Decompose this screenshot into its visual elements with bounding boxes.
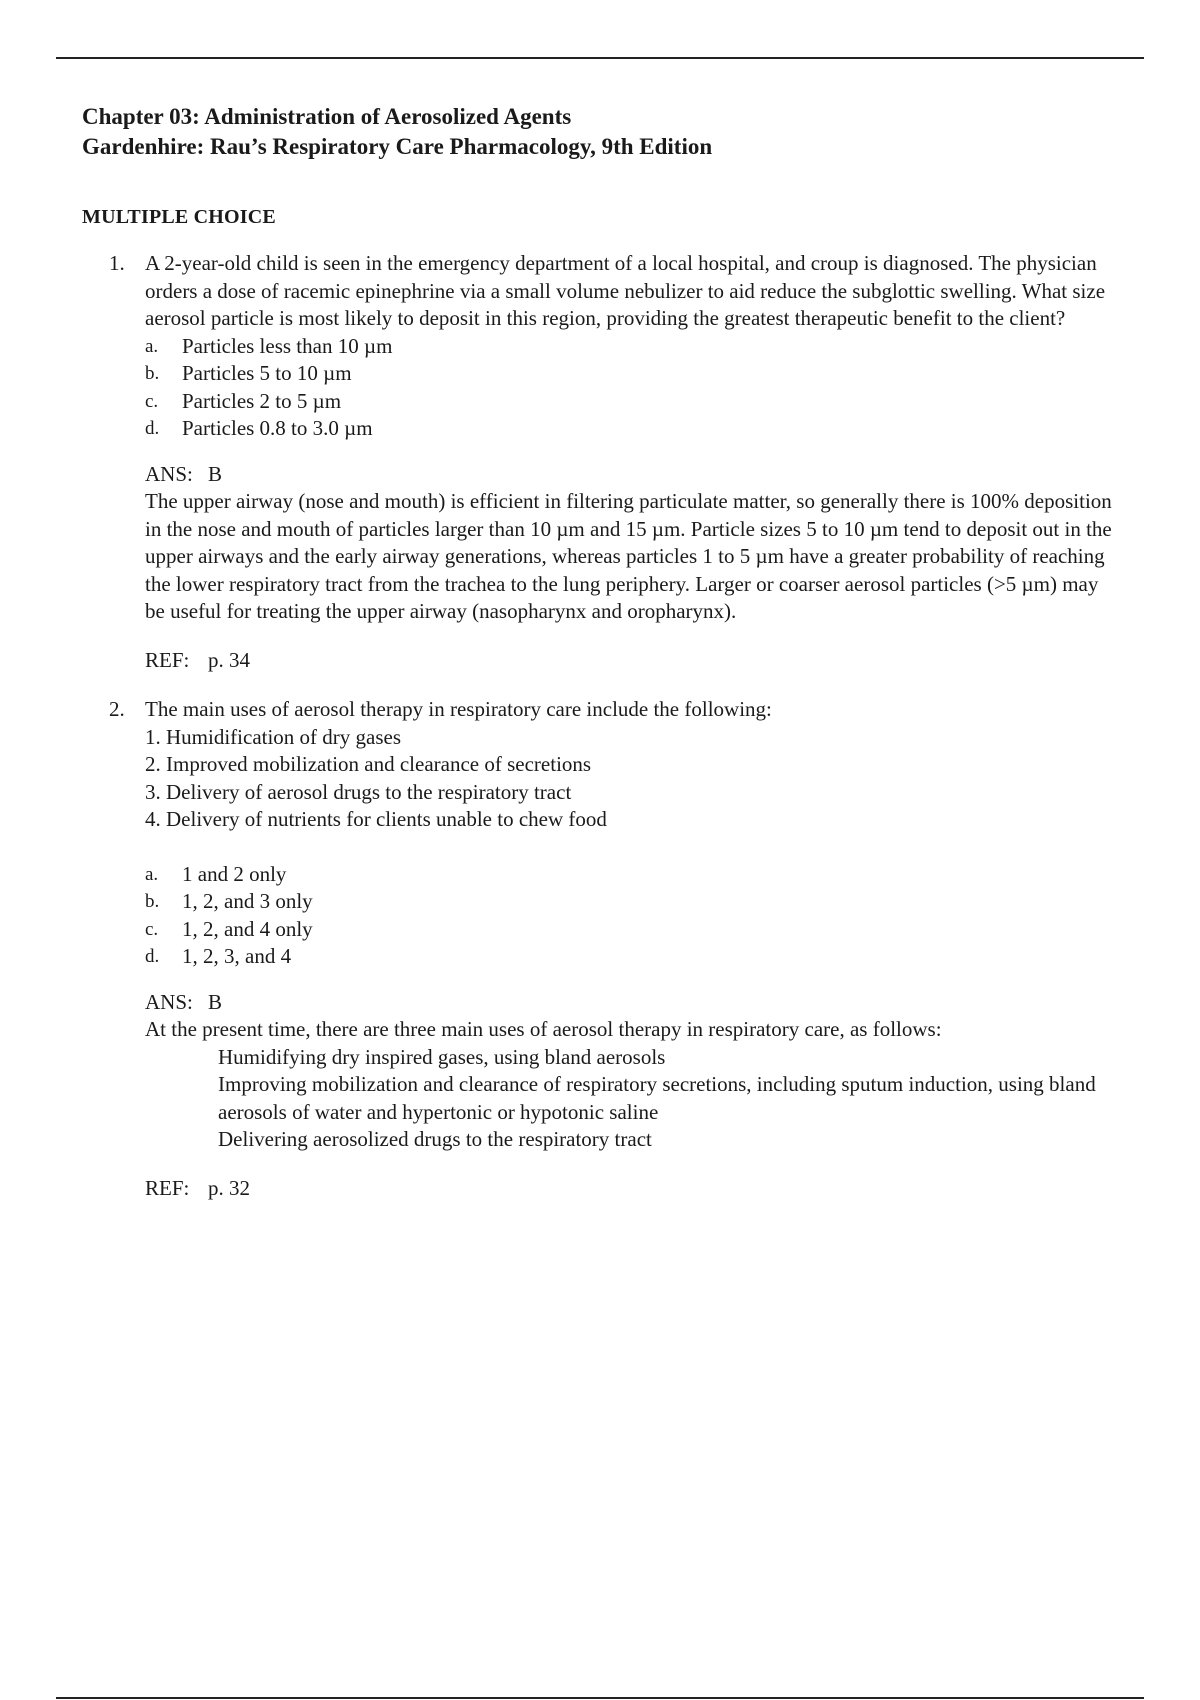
bottom-rule bbox=[56, 1697, 1144, 1699]
option-text: 1, 2, 3, and 4 bbox=[182, 944, 292, 968]
answer-value: B bbox=[208, 461, 223, 486]
option-text: Particles 2 to 5 µm bbox=[182, 388, 342, 413]
answer-label: ANS: bbox=[145, 461, 193, 486]
reference-value: p. 32 bbox=[208, 1175, 250, 1200]
reference-label: REF: bbox=[145, 1175, 190, 1200]
option-letter: c. bbox=[145, 390, 159, 412]
option-text: Particles 5 to 10 µm bbox=[182, 361, 352, 385]
reference-line bbox=[145, 647, 1122, 675]
answer-options bbox=[145, 861, 1122, 971]
question-number: 1. bbox=[109, 251, 125, 275]
section-heading: MULTIPLE CHOICE bbox=[82, 206, 276, 228]
option-c bbox=[145, 916, 1122, 944]
option-text: Particles 0.8 to 3.0 µm bbox=[182, 416, 373, 440]
option-a bbox=[145, 861, 1122, 889]
option-a bbox=[145, 333, 1122, 361]
option-letter: a. bbox=[145, 863, 159, 885]
answer-line bbox=[145, 461, 1122, 489]
question-stem: A 2-year-old child is seen in the emergency department of a local hospital, and croup is diagnosed. The physician orders a dose of racemic epinephrine via a small volume nebulizer to aid reduce the subglottic swelling. What size aerosol particle is most likely to deposit in this region, providing the greatest therapeutic benefit to the client? bbox=[145, 251, 1106, 330]
statement-item: 4. Delivery of nutrients for clients unable to chew food bbox=[145, 807, 607, 831]
document-page bbox=[82, 102, 1122, 1202]
reference-value: p. 34 bbox=[208, 647, 250, 672]
answer-line bbox=[145, 989, 1122, 1017]
question-2 bbox=[82, 696, 1122, 1202]
option-text: Particles less than 10 µm bbox=[182, 333, 393, 358]
title-line-2: Gardenhire: Rau’s Respiratory Care Pharmacology, 9th Edition bbox=[82, 134, 713, 159]
answer-label: ANS: bbox=[145, 989, 193, 1014]
rationale-item: Humidifying dry inspired gases, using bland aerosols bbox=[218, 1044, 666, 1069]
question-1 bbox=[82, 250, 1122, 674]
statement-item: 3. Delivery of aerosol drugs to the respiratory tract bbox=[145, 779, 572, 804]
option-d bbox=[145, 415, 1122, 443]
answer-options bbox=[145, 333, 1122, 443]
rationale-intro: At the present time, there are three main uses of aerosol therapy in respiratory care, as follows: bbox=[145, 1017, 942, 1041]
reference-label: REF: bbox=[145, 647, 190, 672]
title-line-1: Chapter 03: Administration of Aerosolized Agents bbox=[82, 104, 572, 129]
question-number: 2. bbox=[109, 697, 125, 721]
top-rule bbox=[56, 57, 1144, 59]
option-text: 1, 2, and 4 only bbox=[182, 916, 313, 941]
option-text: 1, 2, and 3 only bbox=[182, 889, 313, 913]
rationale-item: Delivering aerosolized drugs to the respiratory tract bbox=[218, 1127, 652, 1151]
reference-line bbox=[145, 1175, 1122, 1203]
option-c bbox=[145, 388, 1122, 416]
option-letter: d. bbox=[145, 946, 160, 967]
option-letter: c. bbox=[145, 918, 159, 940]
rationale: The upper airway (nose and mouth) is efficient in filtering particulate matter, so generally there is 100% deposition in the nose and mouth of particles larger than 10 µm and 15 µm. Particle sizes 5 to 10 µm tend to deposit out in the upper airways and the early airway generations, whereas particles 1 to 5 µm have a greater probability of reaching the lower respiratory tract from the trachea to the lung periphery. Larger or coarser aerosol particles (>5 µm) may be useful for treating the upper airway (nasopharynx and oropharynx). bbox=[145, 489, 1112, 623]
statement-item: 2. Improved mobilization and clearance of secretions bbox=[145, 752, 592, 776]
rationale-item: Improving mobilization and clearance of respiratory secretions, including sputum induction, using bland aerosols of water and hypertonic or hypotonic saline bbox=[218, 1072, 1096, 1124]
rationale-list bbox=[145, 1044, 1122, 1154]
statement-list bbox=[145, 724, 1122, 834]
option-b bbox=[145, 360, 1122, 388]
option-letter: d. bbox=[145, 418, 160, 439]
option-text: 1 and 2 only bbox=[182, 861, 287, 886]
option-d bbox=[145, 943, 1122, 971]
option-letter: a. bbox=[145, 335, 159, 357]
question-stem: The main uses of aerosol therapy in respiratory care include the following: bbox=[145, 697, 772, 721]
document-title bbox=[82, 102, 1122, 162]
statement-item: 1. Humidification of dry gases bbox=[145, 724, 402, 749]
option-letter: b. bbox=[145, 891, 160, 912]
option-b bbox=[145, 888, 1122, 916]
answer-value: B bbox=[208, 989, 223, 1014]
option-letter: b. bbox=[145, 363, 160, 384]
